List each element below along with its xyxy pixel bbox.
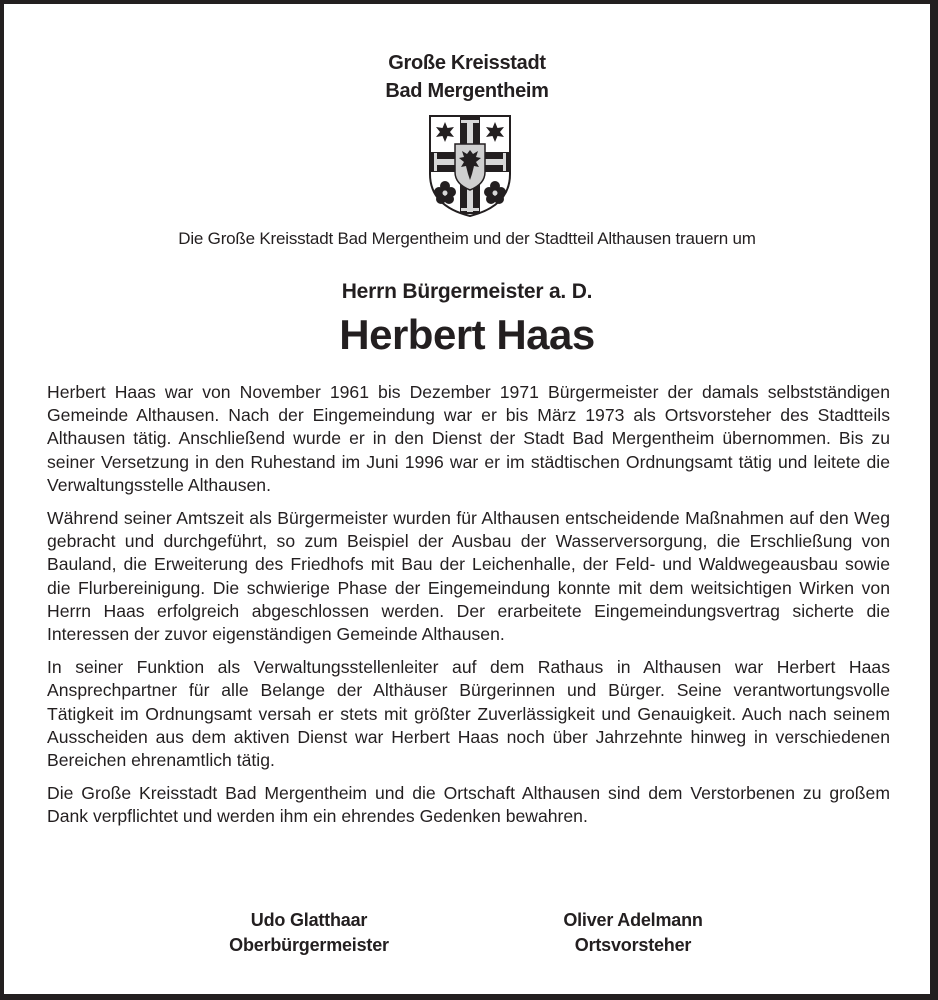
issuer-header	[4, 49, 930, 105]
signature-role: Ortsvorsteher	[574, 935, 692, 955]
obituary-body	[47, 381, 890, 839]
mourning-intro: Die Große Kreisstadt Bad Mergentheim und der Stadtteil Althausen trauern um	[178, 229, 756, 248]
signature-name: Udo Glatthaar	[250, 910, 368, 930]
paragraph-career: Herbert Haas war von November 1961 bis Dezember 1971 Bürgermeister der damals selbstständigen Gemeinde Althausen. Nach der Eingemeindung war er bis März 1973 als Ortsvorsteher des Stadtteils Althausen tätig. Anschließend wurde er in den Dienst der Stadt Bad Mergentheim übernommen. Bis zu seiner Versetzung in den Ruhestand im Juni 1996 war er im städtischen Ordnungsamt tätig und leitete die Verwaltungsstelle Althausen.	[47, 382, 890, 495]
signatures	[4, 908, 930, 968]
issuer-line-1: Große Kreisstadt	[388, 52, 546, 74]
signature-mayor	[179, 908, 439, 958]
coat-of-arms-icon	[428, 114, 512, 218]
paragraph-achievements: Während seiner Amtszeit als Bürgermeister wurden für Althausen entscheidende Maßnahmen auf den Weg gebracht und durchgeführt, so zum Beispiel der Ausbau der Wasserversorgung, die Erschließung von Bauland, die Erweiterung des Friedhofs mit Bau der Leichenhalle, der Feld- und Waldwegeausbau sowie die Flurbereinigung. Die schwierige Phase der Eingemeindung konnte mit dem weitsichtigen Wirken von Herrn Haas erfolgreich abgeschlossen werden. Der erarbeitete Eingemeindungsvertrag sicherte die Interessen der zuvor eigenständigen Gemeinde Althausen.	[47, 508, 890, 645]
signature-name: Oliver Adelmann	[563, 910, 703, 930]
paragraph-gratitude: Die Große Kreisstadt Bad Mergentheim und die Ortschaft Althausen sind dem Verstorbenen zu großem Dank verpflichtet und werden ihm ein ehrendes Gedenken bewahren.	[47, 783, 890, 827]
signature-local-chief	[503, 908, 763, 958]
obituary-notice	[4, 4, 930, 994]
deceased-name: Herbert Haas	[339, 311, 595, 358]
paragraph-service: In seiner Funktion als Verwaltungsstellenleiter auf dem Rathaus in Althausen war Herbert Haas Ansprechpartner für alle Belange der Althäuser Bürgerinnen und Bürger. Seine verantwortungsvolle Tätigkeit im Ordnungsamt versah er stets mit größter Zuverlässigkeit und Genauigkeit. Auch nach seinem Ausscheiden aus dem aktiven Dienst war Herbert Haas noch über Jahrzehnte hinweg in verschiedenen Bereichen ehrenamtlich tätig.	[47, 657, 890, 771]
deceased-title: Herrn Bürgermeister a. D.	[341, 280, 593, 303]
issuer-line-2: Bad Mergentheim	[385, 80, 549, 102]
signature-role: Oberbürgermeister	[229, 935, 389, 955]
